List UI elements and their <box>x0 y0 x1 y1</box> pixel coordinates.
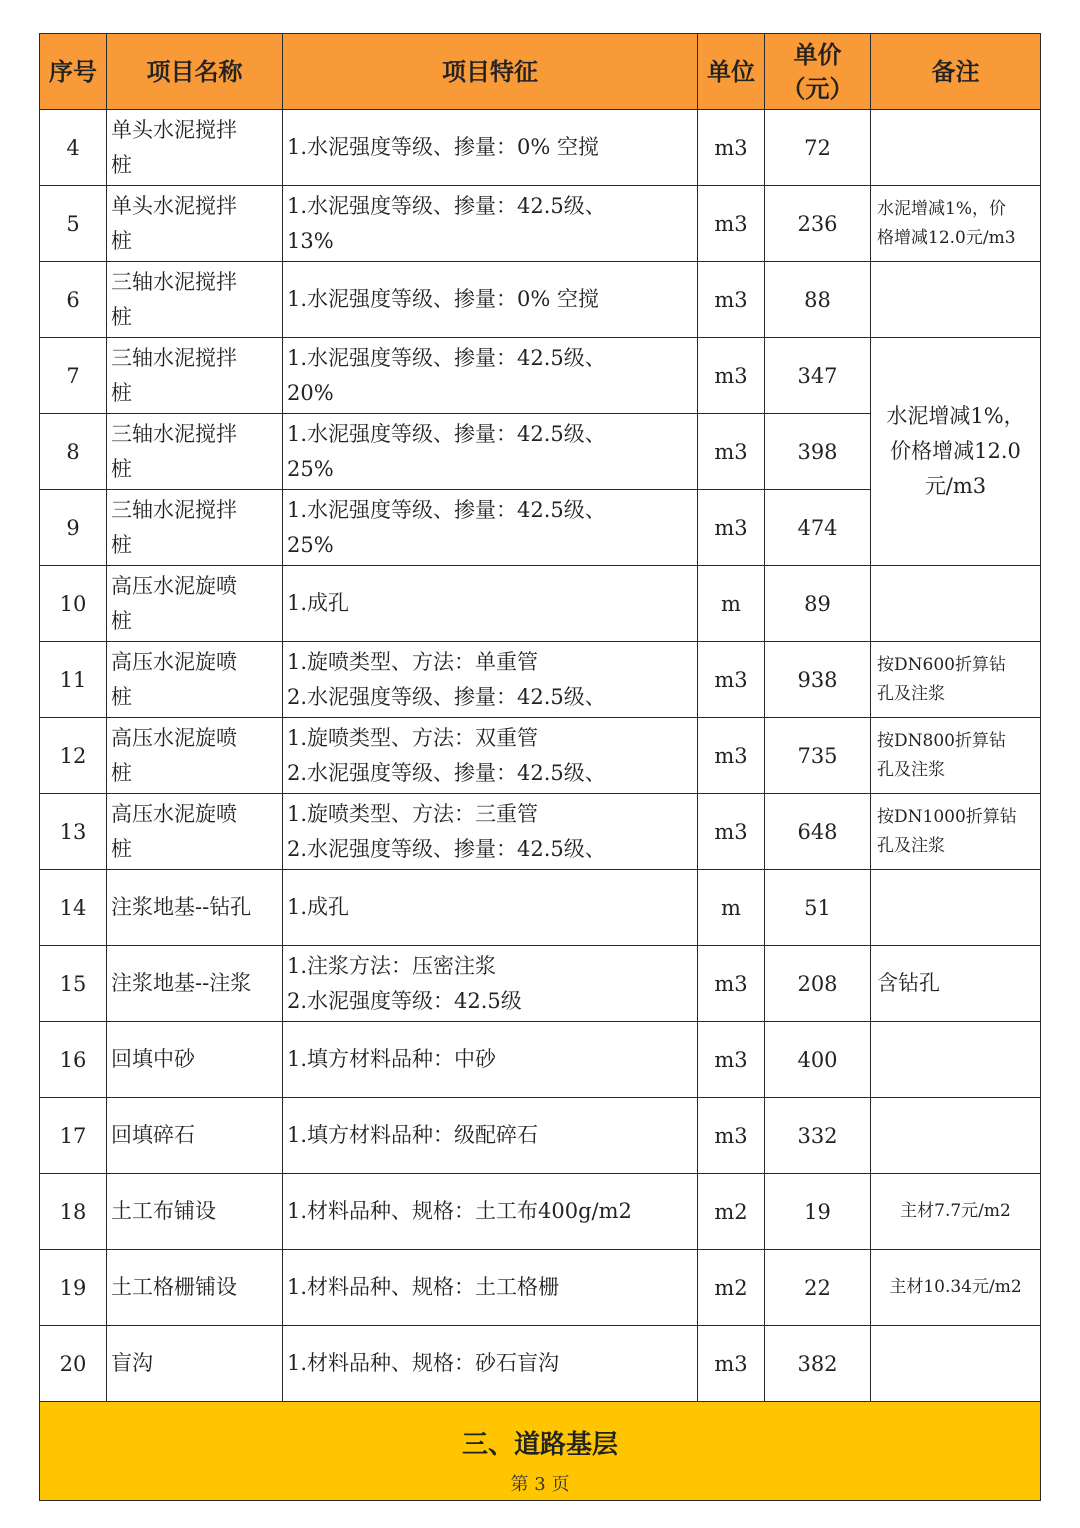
table-row <box>40 1250 1041 1326</box>
row-no: 18 <box>40 1174 107 1250</box>
item-name <box>107 1174 283 1250</box>
item-name-line: 桩 <box>111 684 132 709</box>
item-unit: m3 <box>698 1098 765 1174</box>
item-feature <box>283 262 698 338</box>
item-feature <box>283 794 698 870</box>
item-name-line: 单头水泥搅拌 <box>111 193 237 218</box>
row-no: 8 <box>40 414 107 490</box>
item-feature-line: 1.水泥强度等级、掺量：42.5级、 <box>287 421 606 446</box>
item-name <box>107 186 283 262</box>
item-feature-line: 2.水泥强度等级、掺量：42.5级、 <box>287 836 606 861</box>
table-row <box>40 110 1041 186</box>
item-note-line: 格增减12.0元/m3 <box>877 227 1016 248</box>
item-feature-line: 1.材料品种、规格：砂石盲沟 <box>287 1351 560 1375</box>
item-note-line: 主材7.7元/m2 <box>900 1201 1011 1221</box>
item-note <box>871 110 1041 186</box>
item-unit: m3 <box>698 110 765 186</box>
item-feature-line: 25% <box>287 532 334 557</box>
item-name-line: 注浆地基--注浆 <box>111 971 252 995</box>
header-price <box>765 34 871 110</box>
table-row <box>40 794 1041 870</box>
item-name <box>107 262 283 338</box>
item-feature-line: 1.旋喷类型、方法：三重管 <box>287 801 539 826</box>
table-row <box>40 1326 1041 1402</box>
row-no: 11 <box>40 642 107 718</box>
item-feature-line: 1.水泥强度等级、掺量：0% 空搅 <box>287 287 600 311</box>
item-unit: m3 <box>698 794 765 870</box>
page-number: 第 3 页 <box>510 1474 570 1495</box>
header-row <box>40 34 1041 110</box>
item-unit: m3 <box>698 414 765 490</box>
item-price: 347 <box>765 338 871 414</box>
item-name <box>107 1098 283 1174</box>
header-note: 备注 <box>871 34 1041 110</box>
item-note-line: 价格增减12.0 <box>890 439 1021 463</box>
item-note <box>871 642 1041 718</box>
row-no: 9 <box>40 490 107 566</box>
item-price: 51 <box>765 870 871 946</box>
item-name-line: 土工格栅铺设 <box>111 1275 237 1299</box>
item-feature-line: 2.水泥强度等级：42.5级 <box>287 988 522 1013</box>
item-unit: m2 <box>698 1250 765 1326</box>
item-note <box>871 1174 1041 1250</box>
table-row <box>40 1098 1041 1174</box>
item-unit: m3 <box>698 642 765 718</box>
item-name-line: 桩 <box>111 304 132 329</box>
item-price: 72 <box>765 110 871 186</box>
table-row <box>40 870 1041 946</box>
item-feature-line: 1.成孔 <box>287 895 350 919</box>
item-feature-line: 1.水泥强度等级、掺量：42.5级、 <box>287 345 606 370</box>
item-note-line: 水泥增减1%， <box>886 404 1025 428</box>
item-name <box>107 566 283 642</box>
header-no: 序号 <box>40 34 107 110</box>
item-name-line: 三轴水泥搅拌 <box>111 421 237 446</box>
item-name-line: 注浆地基--钻孔 <box>111 895 252 919</box>
item-name-line: 桩 <box>111 228 132 253</box>
item-note <box>871 566 1041 642</box>
item-unit: m2 <box>698 1174 765 1250</box>
item-price: 19 <box>765 1174 871 1250</box>
item-feature-line: 1.填方材料品种：中砂 <box>287 1047 497 1071</box>
item-feature <box>283 1250 698 1326</box>
item-unit: m3 <box>698 946 765 1022</box>
item-note <box>871 1098 1041 1174</box>
item-feature-line: 1.材料品种、规格：土工布400g/m2 <box>287 1199 632 1223</box>
row-no: 5 <box>40 186 107 262</box>
row-no: 10 <box>40 566 107 642</box>
item-price: 88 <box>765 262 871 338</box>
row-no: 17 <box>40 1098 107 1174</box>
item-unit: m3 <box>698 338 765 414</box>
item-name <box>107 794 283 870</box>
item-note <box>871 1250 1041 1326</box>
item-feature <box>283 186 698 262</box>
item-feature-line: 1.旋喷类型、方法：单重管 <box>287 649 539 674</box>
item-note <box>871 186 1041 262</box>
item-feature-line: 1.水泥强度等级、掺量：0% 空搅 <box>287 135 600 159</box>
row-no: 16 <box>40 1022 107 1098</box>
item-name-line: 桩 <box>111 532 132 557</box>
table-row <box>40 566 1041 642</box>
row-no: 14 <box>40 870 107 946</box>
item-price: 398 <box>765 414 871 490</box>
table-row <box>40 642 1041 718</box>
item-name <box>107 946 283 1022</box>
item-name-line: 盲沟 <box>111 1351 153 1375</box>
item-feature <box>283 338 698 414</box>
item-note-line: 孔及注浆 <box>877 759 945 780</box>
item-name <box>107 1250 283 1326</box>
item-feature-line: 2.水泥强度等级、掺量：42.5级、 <box>287 760 606 785</box>
item-price: 735 <box>765 718 871 794</box>
row-no: 20 <box>40 1326 107 1402</box>
item-feature <box>283 1098 698 1174</box>
item-feature-line: 1.材料品种、规格：土工格栅 <box>287 1275 560 1299</box>
item-feature-line: 1.注浆方法：压密注浆 <box>287 953 497 978</box>
item-price: 938 <box>765 642 871 718</box>
item-note <box>871 794 1041 870</box>
item-name-line: 高压水泥旋喷 <box>111 801 237 826</box>
item-feature-line: 2.水泥强度等级、掺量：42.5级、 <box>287 684 606 709</box>
item-note <box>871 1022 1041 1098</box>
item-note-line: 孔及注浆 <box>877 835 945 856</box>
row-no: 15 <box>40 946 107 1022</box>
item-price: 400 <box>765 1022 871 1098</box>
item-unit: m <box>698 870 765 946</box>
item-name <box>107 642 283 718</box>
item-unit: m3 <box>698 490 765 566</box>
item-note-line: 按DN600折算钻 <box>877 654 1006 675</box>
item-note-merged <box>871 338 1041 566</box>
item-note <box>871 262 1041 338</box>
item-price: 236 <box>765 186 871 262</box>
item-note <box>871 870 1041 946</box>
item-name-line: 三轴水泥搅拌 <box>111 345 237 370</box>
item-price: 382 <box>765 1326 871 1402</box>
item-feature <box>283 718 698 794</box>
item-name-line: 高压水泥旋喷 <box>111 725 237 750</box>
item-name <box>107 1326 283 1402</box>
item-feature <box>283 642 698 718</box>
item-feature-line: 1.成孔 <box>287 591 350 615</box>
item-feature <box>283 946 698 1022</box>
item-note-line: 主材10.34元/m2 <box>889 1277 1022 1297</box>
item-feature-line: 1.水泥强度等级、掺量：42.5级、 <box>287 497 606 522</box>
item-feature <box>283 1022 698 1098</box>
item-name-line: 桩 <box>111 760 132 785</box>
table-row <box>40 946 1041 1022</box>
item-name-line: 桩 <box>111 836 132 861</box>
item-feature-line: 1.水泥强度等级、掺量：42.5级、 <box>287 193 606 218</box>
header-name: 项目名称 <box>107 34 283 110</box>
row-no: 4 <box>40 110 107 186</box>
item-feature <box>283 414 698 490</box>
row-no: 19 <box>40 1250 107 1326</box>
item-unit: m3 <box>698 1326 765 1402</box>
item-feature-line: 25% <box>287 456 334 481</box>
table-row <box>40 262 1041 338</box>
price-table <box>39 33 1041 1501</box>
item-name-line: 三轴水泥搅拌 <box>111 497 237 522</box>
item-feature-line: 1.旋喷类型、方法：双重管 <box>287 725 539 750</box>
table-row <box>40 718 1041 794</box>
header-feature: 项目特征 <box>283 34 698 110</box>
header-price-line2: （元） <box>781 73 854 103</box>
item-name-line: 高压水泥旋喷 <box>111 649 237 674</box>
item-name-line: 回填碎石 <box>111 1123 195 1147</box>
item-name <box>107 1022 283 1098</box>
item-price: 332 <box>765 1098 871 1174</box>
row-no: 7 <box>40 338 107 414</box>
item-name-line: 桩 <box>111 456 132 481</box>
header-price-line1: 单价 <box>793 39 842 69</box>
row-no: 13 <box>40 794 107 870</box>
item-note-line: 含钻孔 <box>877 971 940 995</box>
item-price: 648 <box>765 794 871 870</box>
table-row <box>40 1022 1041 1098</box>
item-note-line: 水泥增减1%，价 <box>877 198 1006 219</box>
section-title: 三、道路基层 <box>40 1402 1041 1501</box>
item-note-line: 按DN800折算钻 <box>877 730 1006 751</box>
item-name <box>107 870 283 946</box>
item-note <box>871 946 1041 1022</box>
item-feature <box>283 110 698 186</box>
item-unit: m3 <box>698 186 765 262</box>
item-unit: m <box>698 566 765 642</box>
item-note-line: 按DN1000折算钻 <box>877 806 1017 827</box>
item-price: 474 <box>765 490 871 566</box>
header-unit: 单位 <box>698 34 765 110</box>
item-name <box>107 110 283 186</box>
table-row <box>40 186 1041 262</box>
item-feature <box>283 490 698 566</box>
item-name-line: 回填中砂 <box>111 1047 195 1071</box>
item-name <box>107 490 283 566</box>
item-note <box>871 718 1041 794</box>
item-feature-line: 20% <box>287 380 334 405</box>
table-row <box>40 1174 1041 1250</box>
item-name <box>107 338 283 414</box>
item-name-line: 桩 <box>111 152 132 177</box>
item-feature <box>283 566 698 642</box>
item-unit: m3 <box>698 1022 765 1098</box>
item-name-line: 单头水泥搅拌 <box>111 117 237 142</box>
item-price: 89 <box>765 566 871 642</box>
item-name-line: 桩 <box>111 608 132 633</box>
item-name-line: 三轴水泥搅拌 <box>111 269 237 294</box>
item-name <box>107 718 283 794</box>
item-feature-line: 1.填方材料品种：级配碎石 <box>287 1123 539 1147</box>
item-note-line: 孔及注浆 <box>877 683 945 704</box>
item-price: 208 <box>765 946 871 1022</box>
item-unit: m3 <box>698 718 765 794</box>
item-name <box>107 414 283 490</box>
table-row <box>40 338 1041 414</box>
row-no: 12 <box>40 718 107 794</box>
item-price: 22 <box>765 1250 871 1326</box>
item-name-line: 高压水泥旋喷 <box>111 573 237 598</box>
item-name-line: 桩 <box>111 380 132 405</box>
item-name-line: 土工布铺设 <box>111 1199 216 1223</box>
row-no: 6 <box>40 262 107 338</box>
item-feature <box>283 1174 698 1250</box>
item-feature <box>283 870 698 946</box>
item-unit: m3 <box>698 262 765 338</box>
item-note-line: 元/m3 <box>924 474 987 498</box>
item-feature <box>283 1326 698 1402</box>
item-note <box>871 1326 1041 1402</box>
item-feature-line: 13% <box>287 228 334 253</box>
